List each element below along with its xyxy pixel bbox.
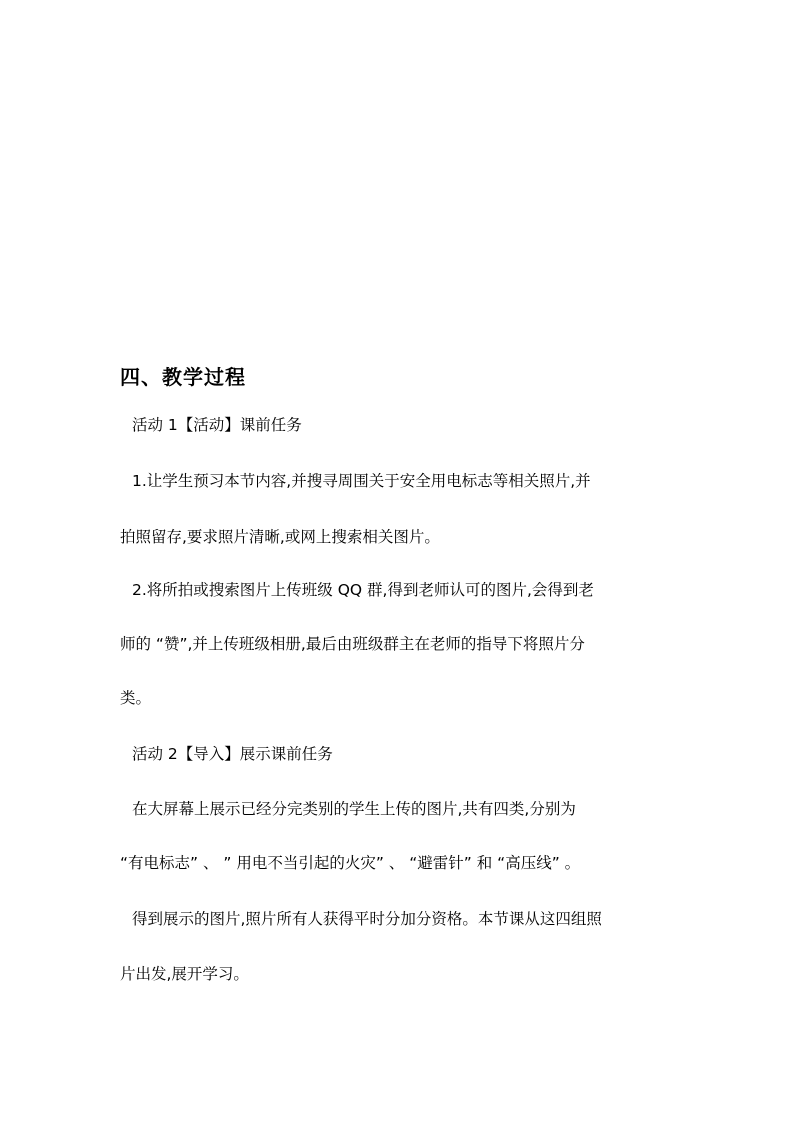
activity2-para2-line1: 得到展示的图片,照片所有人获得平时分加分资格。本节课从这四组照 — [132, 910, 602, 928]
activity2-para1-line2: “有电标志” 、 ” 用电不当引起的火灾” 、 “避雷针” 和 “高压线” 。 — [120, 854, 581, 872]
activity2-para2-line2: 片出发,展开学习。 — [120, 965, 249, 983]
section-heading: 四、教学过程 — [120, 365, 246, 389]
activity1-item2-line2: 师的 “赞”,并上传班级相册,最后由班级群主在老师的指导下将照片分 — [120, 635, 585, 653]
activity1-title: 活动 1【活动】课前任务 — [132, 416, 302, 434]
activity1-item2-line1: 2.将所拍或搜索图片上传班级 QQ 群,得到老师认可的图片,会得到老 — [132, 581, 594, 599]
activity2-title: 活动 2【导入】展示课前任务 — [132, 745, 333, 763]
activity1-item1-line1: 1.让学生预习本节内容,并搜寻周围关于安全用电标志等相关照片,并 — [132, 472, 591, 490]
activity1-item1-line2: 拍照留存,要求照片清晰,或网上搜索相关图片。 — [120, 528, 440, 546]
activity1-item2-line3: 类。 — [120, 689, 152, 707]
activity2-para1-line1: 在大屏幕上展示已经分完类别的学生上传的图片,共有四类,分别为 — [132, 800, 576, 818]
